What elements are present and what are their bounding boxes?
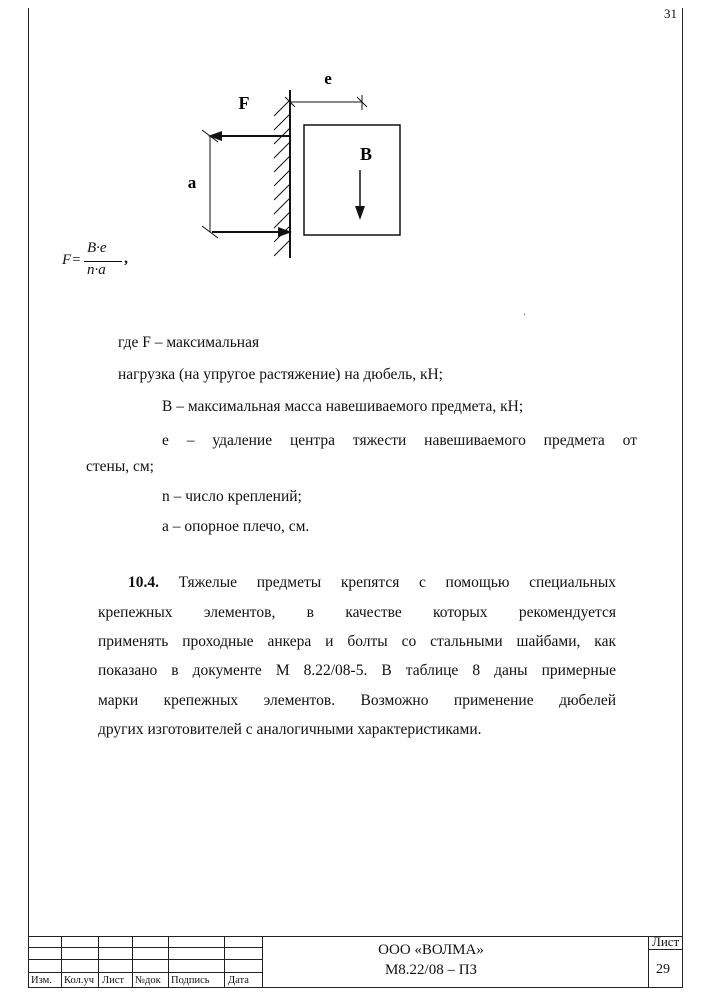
page-number: 31 [664, 6, 677, 21]
formula-numerator: B·e [87, 240, 107, 256]
definition-F-line2: нагрузка (на упругое растяжение) на дюбель, кН; [118, 366, 443, 383]
definition-e-line2: стены, см; [86, 458, 154, 475]
sheet-label: Лист [652, 934, 680, 949]
scan-speck: ' [524, 312, 526, 321]
title-block-center [346, 940, 516, 980]
col-izm: Изм. [31, 975, 52, 986]
section-10-4-line6: других изготовителей с аналогичными характеристиками. [98, 721, 482, 738]
col-podpis: Подпись [171, 975, 210, 986]
label-B: B [359, 144, 373, 164]
section-10-4-line3: применять проходные анкера и болты со стальными шайбами, как [98, 633, 616, 650]
object-box [304, 125, 400, 235]
col-data: Дата [228, 975, 249, 986]
col-ndok: №док [135, 975, 161, 986]
section-text-line1: Тяжелые предметы крепятся с помощью специальных [178, 574, 616, 591]
label-e: e [324, 69, 332, 88]
title-block [28, 936, 683, 988]
definition-e-line1: е – удаление центра тяжести навешиваемого предмета от [162, 432, 637, 449]
sheet-number: 29 [656, 962, 670, 977]
document-code: М8.22/08 – ПЗ [384, 962, 478, 978]
label-a: a [187, 173, 197, 192]
definition-a: а – опорное плечо, см. [162, 518, 310, 535]
section-10-4-line5: марки крепежных элементов. Возможно применение дюбелей [98, 692, 616, 709]
definition-F-line1: где F – максимальная [118, 334, 260, 351]
definition-B: В – максимальная масса навешиваемого предмета, кН; [162, 398, 524, 415]
col-kol-uch: Кол.уч [64, 975, 94, 986]
definition-n: n – число креплений; [162, 488, 302, 505]
section-number: 10.4. [128, 574, 159, 591]
col-list: Лист [102, 975, 124, 986]
section-10-4-line1 [128, 574, 616, 592]
organization-name: ООО «ВОЛМА» [378, 942, 484, 958]
formula-lhs: F= [62, 252, 82, 268]
formula-comma: , [124, 250, 128, 267]
section-10-4-line4: показано в документе М 8.22/08-5. В таблице 8 даны примерные [98, 662, 616, 679]
label-F: F [238, 93, 250, 113]
formula-denominator: n·a [87, 262, 106, 278]
section-10-4-line2: крепежных элементов, в качестве которых рекомендуется [98, 604, 616, 621]
